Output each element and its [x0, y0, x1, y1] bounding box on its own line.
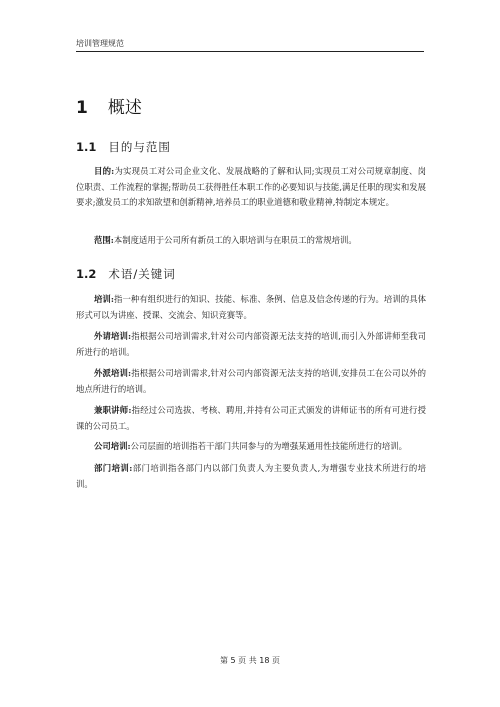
scope-label: 范围: [94, 235, 114, 245]
section-title: 术语/关键词 [108, 267, 176, 281]
scope-paragraph [76, 233, 426, 249]
purpose-paragraph [76, 164, 426, 211]
term-label: 外派培训: [94, 368, 132, 378]
term-label: 培训: [94, 294, 114, 304]
term-text: 部门培训指各部门内以部门负责人为主要负责人,为增强专业技术所进行的培训。 [76, 463, 427, 489]
purpose-label: 目的: [94, 166, 115, 176]
term-paragraph [76, 329, 426, 360]
section-number: 1.2 [76, 267, 97, 281]
term-text: 公司层面的培训指若干部门共同参与的为增强某通用性技能所进行的培训。 [130, 441, 407, 451]
term-paragraph [76, 366, 426, 397]
section-1-2-heading [76, 266, 176, 282]
page-footer: 第 5 页 共 18 页 [220, 656, 280, 665]
term-label: 外请培训: [94, 331, 132, 341]
section-1-heading [76, 93, 142, 118]
term-text: 指经过公司选拔、考核、聘用,并持有公司正式颁发的讲师证书的所有可进行授课的公司员工。 [76, 405, 426, 431]
term-paragraph [76, 292, 426, 323]
term-text: 指根据公司培训需求,针对公司内部资源无法支持的培训,安排员工在公司以外的地点所进行的培训。 [76, 368, 426, 394]
section-1-1-heading [76, 139, 171, 155]
term-label: 部门培训: [94, 463, 133, 473]
term-paragraph [76, 461, 426, 492]
purpose-text: 为实现员工对公司企业文化、发展战略的了解和认同;实现员工对公司规章制度、岗位职责、工作流程的掌握;帮助员工获得胜任本职工作的必要知识与技能,满足任职的现实和发展要求;激发员工的求知欲望和创新精神,培养员工的职业道德和敬业精神,特制定本规定。 [76, 166, 426, 207]
term-text: 指一种有组织进行的知识、技能、标准、条例、信息及信念传递的行为。培训的具体形式可以为讲座、授课、交流会、知识竞赛等。 [76, 294, 427, 320]
scope-text: 本制度适用于公司所有新员工的入职培训与在职员工的常规培训。 [113, 235, 357, 245]
section-number: 1 [76, 98, 88, 118]
page-header-title: 培训管理规范 [76, 39, 124, 48]
term-paragraph [76, 403, 426, 434]
section-title: 目的与范围 [108, 140, 171, 154]
term-label: 公司培训: [94, 441, 131, 451]
section-title: 概述 [107, 98, 142, 118]
header-divider [76, 51, 424, 52]
term-label: 兼职讲师: [94, 405, 132, 415]
term-paragraph [76, 439, 426, 455]
term-text: 指根据公司培训需求,针对公司内部资源无法支持的培训,而引入外部讲师至我司所进行的培训。 [76, 331, 426, 357]
section-number: 1.1 [76, 140, 97, 154]
